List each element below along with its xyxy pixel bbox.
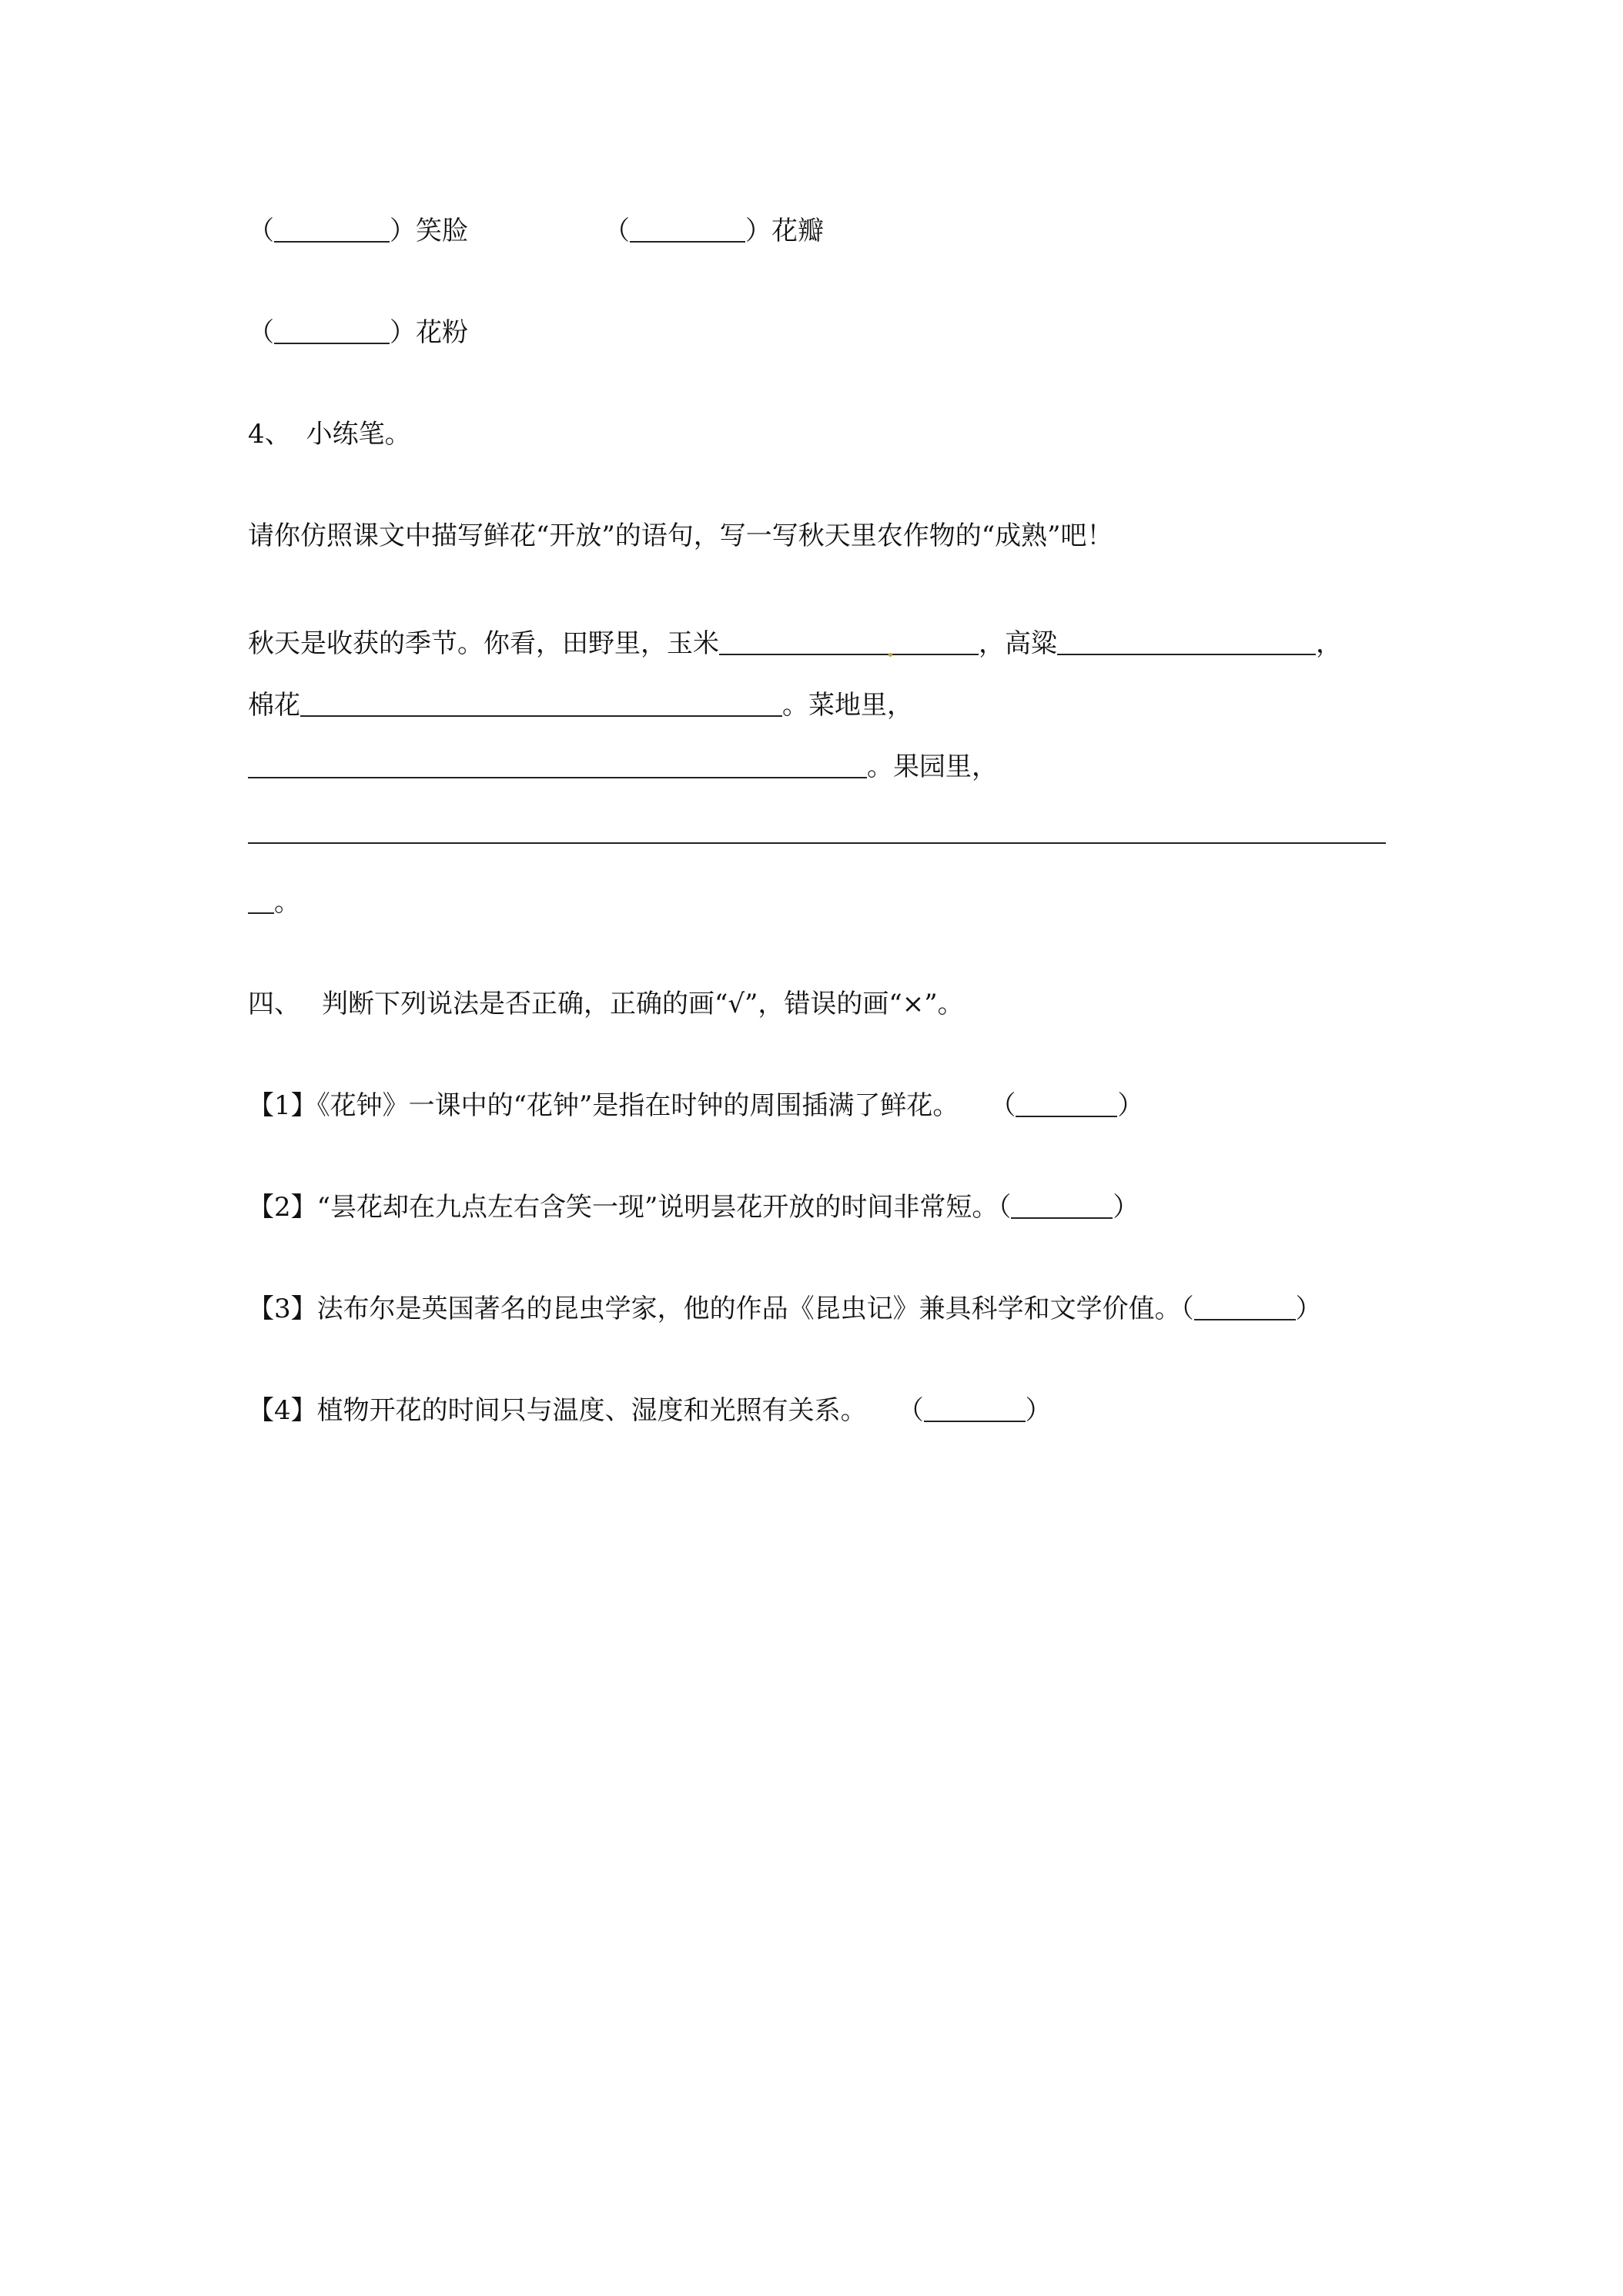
section-number: 四、 — [248, 989, 300, 1019]
item-word: 花粉 — [416, 317, 468, 348]
answer-blank[interactable] — [274, 218, 390, 243]
item-text: 法布尔是英国著名的昆虫学家，他的作品《昆虫记》兼具科学和文学价值。 — [316, 1294, 1181, 1324]
item-number: 【4】 — [248, 1395, 317, 1426]
answer-blank[interactable] — [630, 218, 745, 243]
judge-item-1 — [248, 1089, 1143, 1123]
bracket-close: ） — [390, 216, 416, 246]
paragraph-text: 秋天是收获的季节。你看，田野里，玉米 — [248, 628, 719, 659]
bracket-close: ） — [745, 216, 771, 246]
item-text: 植物开花的时间只与温度、湿度和光照有关系。 — [316, 1395, 867, 1426]
section-number: 4、 — [248, 419, 291, 450]
item-number: 【3】 — [248, 1294, 317, 1324]
writing-line-1 — [248, 627, 1342, 661]
bracket-open: （ — [248, 216, 274, 246]
fill-item-huaban — [604, 214, 824, 248]
section-title: 小练笔。 — [306, 419, 411, 450]
judge-answer-blank[interactable] — [924, 1397, 1026, 1422]
judge-answer-blank[interactable] — [1194, 1296, 1296, 1320]
bracket-open: （ — [989, 1090, 1016, 1121]
answer-blank-tail[interactable] — [248, 889, 274, 914]
bracket-close: ） — [1113, 1192, 1139, 1223]
bracket-open: （ — [604, 216, 630, 246]
bracket-open: （ — [998, 1192, 1012, 1223]
bracket-open: （ — [248, 317, 274, 348]
paragraph-text: 棉花 — [248, 690, 300, 721]
judge-answer-blank[interactable] — [1016, 1093, 1117, 1117]
item-word: 笑脸 — [416, 216, 468, 246]
answer-blank-corn-b[interactable] — [892, 631, 979, 655]
paragraph-text: 。果园里， — [867, 751, 998, 782]
writing-line-3 — [248, 750, 998, 784]
judge-item-4 — [248, 1394, 1052, 1427]
paragraph-text: 。菜地里， — [782, 690, 913, 721]
bracket-close: ） — [1025, 1395, 1052, 1426]
judge-answer-blank[interactable] — [1011, 1194, 1113, 1219]
answer-blank-vegetable[interactable] — [248, 754, 867, 778]
writing-line-5 — [248, 885, 300, 919]
judge-item-3 — [248, 1292, 1322, 1326]
paragraph-text: ，高粱 — [979, 628, 1057, 659]
answer-blank-cotton[interactable] — [300, 692, 782, 717]
bracket-open: （ — [897, 1395, 924, 1426]
item-number: 【1】 — [248, 1090, 317, 1121]
judge-item-2 — [248, 1190, 1139, 1224]
bracket-close: ） — [1117, 1090, 1144, 1121]
paragraph-text: 。 — [274, 887, 300, 918]
bracket-close: ） — [1295, 1294, 1322, 1324]
item-number: 【2】 — [248, 1192, 317, 1223]
fill-item-xiaolian — [248, 214, 468, 248]
paragraph-text: ， — [1316, 628, 1342, 659]
bracket-open: （ — [1180, 1294, 1194, 1324]
answer-blank[interactable] — [274, 320, 390, 344]
section4-instruction — [248, 519, 1113, 553]
instruction-text: 请你仿照课文中描写鲜花“开放”的语句，写一写秋天里农作物的“成熟”吧！ — [248, 520, 1113, 551]
writing-line-2 — [248, 688, 913, 722]
section-title: 判断下列说法是否正确，正确的画“√”，错误的画“×”。 — [322, 989, 964, 1019]
answer-blank-corn-a[interactable] — [719, 631, 888, 655]
fill-item-huafen — [248, 316, 468, 350]
judge-heading — [248, 987, 964, 1021]
bracket-close: ） — [390, 317, 416, 348]
item-word: 花瓣 — [771, 216, 824, 246]
item-text: 《花钟》一课中的“花钟”是指在时钟的周围插满了鲜花。 — [316, 1090, 959, 1121]
answer-blank-sorghum[interactable] — [1057, 631, 1316, 655]
section4-heading — [248, 417, 411, 451]
item-text: “昙花却在九点左右含笑一现”说明昙花开放的时间非常短。 — [316, 1192, 999, 1223]
answer-blank-orchard[interactable] — [248, 842, 1386, 844]
